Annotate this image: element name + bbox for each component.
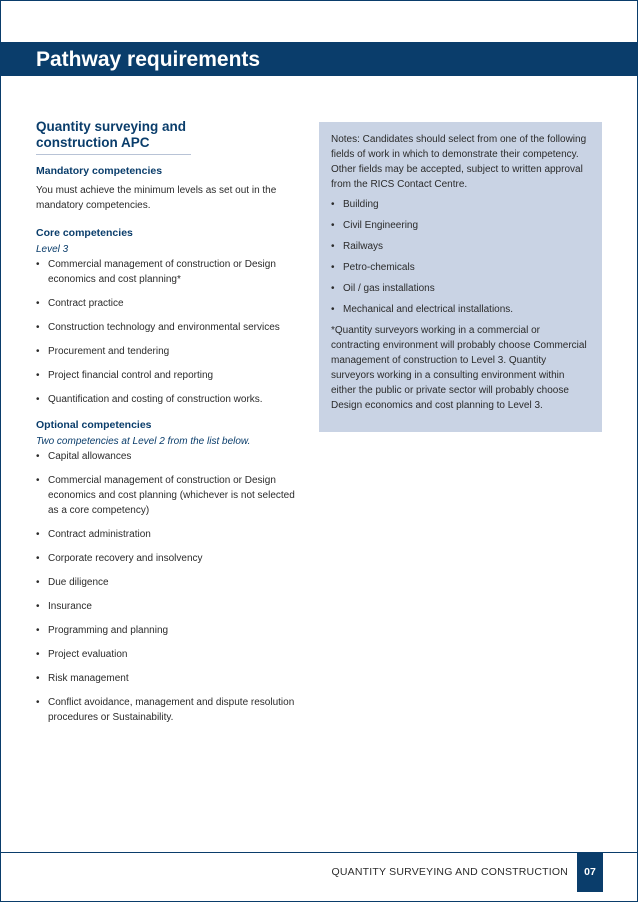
mandatory-heading: Mandatory competencies bbox=[36, 165, 163, 177]
list-item: • Due diligence bbox=[36, 575, 302, 590]
optional-competency-list bbox=[36, 449, 302, 725]
list-item: • Civil Engineering bbox=[331, 218, 590, 233]
core-level: Level 3 bbox=[36, 244, 69, 255]
core-competency-list bbox=[36, 257, 302, 407]
core-heading: Core competencies bbox=[36, 227, 133, 239]
list-item: • Conflict avoidance, management and dispute resolution procedures or Sustainability. bbox=[36, 695, 302, 725]
page-number: 07 bbox=[577, 852, 603, 892]
list-item: • Contract administration bbox=[36, 527, 302, 542]
list-item: • Petro-chemicals bbox=[331, 260, 590, 275]
list-item: • Insurance bbox=[36, 599, 302, 614]
list-item: • Railways bbox=[331, 239, 590, 254]
list-item: • Construction technology and environmental services bbox=[36, 320, 302, 335]
optional-subheading: Two competencies at Level 2 from the list below. bbox=[36, 436, 251, 447]
notes-footnote: *Quantity surveyors working in a commercial or contracting environment will probably choose Commercial management of construction to Level 3. Quantity surveyors working in a consulting environment within either the public or private sector will probably choose Design economics and cost planning to Level 3. bbox=[331, 325, 587, 411]
list-item: • Quantification and costing of construction works. bbox=[36, 392, 302, 407]
optional-heading: Optional competencies bbox=[36, 419, 152, 431]
list-item: • Procurement and tendering bbox=[36, 344, 302, 359]
list-item: • Programming and planning bbox=[36, 623, 302, 638]
notes-intro: Notes: Candidates should select from one of the following fields of work in which to demonstrate their competency. Other fields may be accepted, subject to written approval from the RICS Contact Centre. bbox=[331, 134, 587, 190]
list-item: • Contract practice bbox=[36, 296, 302, 311]
notes-box bbox=[319, 122, 602, 432]
footer-divider bbox=[0, 852, 638, 853]
list-item: • Oil / gas installations bbox=[331, 281, 590, 296]
list-item: • Corporate recovery and insolvency bbox=[36, 551, 302, 566]
list-item: • Project evaluation bbox=[36, 647, 302, 662]
section-title-line2: construction APC bbox=[36, 135, 150, 150]
main-column bbox=[36, 119, 302, 734]
section-title-line1: Quantity surveying and bbox=[36, 119, 187, 134]
list-item: • Risk management bbox=[36, 671, 302, 686]
list-item: • Project financial control and reporting bbox=[36, 368, 302, 383]
list-item: • Mechanical and electrical installations. bbox=[331, 302, 590, 317]
list-item: • Commercial management of construction or Design economics and cost planning (whichever is not selected as a core competency) bbox=[36, 473, 302, 518]
page-title: Pathway requirements bbox=[36, 48, 261, 71]
footer-title: QUANTITY SURVEYING AND CONSTRUCTION bbox=[331, 866, 568, 878]
section-title bbox=[36, 119, 191, 155]
list-item: • Commercial management of construction or Design economics and cost planning* bbox=[36, 257, 302, 287]
mandatory-text: You must achieve the minimum levels as set out in the mandatory competencies. bbox=[36, 185, 277, 211]
fields-list bbox=[331, 197, 590, 317]
list-item: • Capital allowances bbox=[36, 449, 302, 464]
list-item: • Building bbox=[331, 197, 590, 212]
